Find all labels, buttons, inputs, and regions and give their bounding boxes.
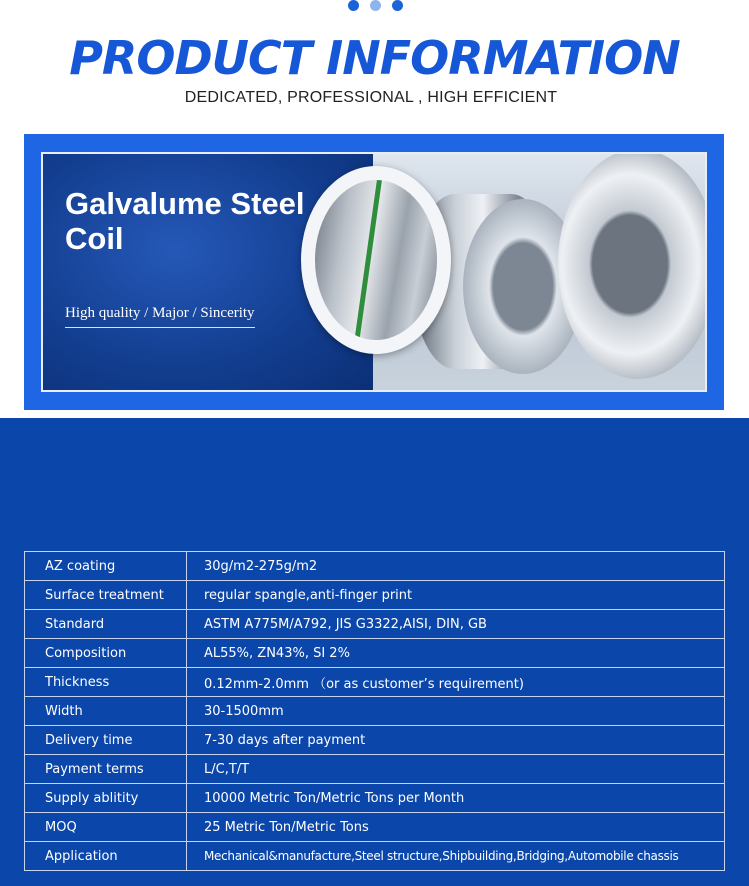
spec-value: 30g/m2-275g/m2 — [187, 552, 725, 581]
table-row — [25, 697, 725, 726]
spec-key: Standard — [25, 610, 187, 639]
spec-key: Payment terms — [25, 755, 187, 784]
spec-value: AL55%, ZN43%, SI 2% — [187, 639, 725, 668]
banner-title-line2: Coil — [65, 221, 124, 256]
table-row — [25, 755, 725, 784]
spec-value: Mechanical&manufacture,Steel structure,Shipbuilding,Bridging,Automobile chassis — [187, 842, 725, 871]
page-title: PRODUCT INFORMATION — [69, 31, 680, 85]
table-row — [25, 639, 725, 668]
banner-tagline: High quality / Major / Sincerity — [65, 305, 255, 328]
spec-key: Application — [25, 842, 187, 871]
dot-icon — [348, 0, 359, 11]
spec-key: MOQ — [25, 813, 187, 842]
spec-key: Composition — [25, 639, 187, 668]
table-row — [25, 610, 725, 639]
spec-key: Width — [25, 697, 187, 726]
dot-icon — [370, 0, 381, 11]
spec-value: 7-30 days after payment — [187, 726, 725, 755]
spec-value: 25 Metric Ton/Metric Tons — [187, 813, 725, 842]
table-row — [25, 668, 725, 697]
spec-value: 0.12mm-2.0mm （or as customer’s requirement) — [187, 668, 725, 697]
spec-value: 10000 Metric Ton/Metric Tons per Month — [187, 784, 725, 813]
banner-image — [41, 152, 707, 392]
spec-key: Thickness — [25, 668, 187, 697]
spec-key: Supply ablitity — [25, 784, 187, 813]
dot-icon — [392, 0, 403, 11]
spec-value: ASTM A775M/A792, JIS G3322,AISI, DIN, GB — [187, 610, 725, 639]
table-row — [25, 726, 725, 755]
banner-title-line1: Galvalume Steel — [65, 186, 305, 221]
coil-stripe — [352, 180, 383, 340]
spec-key: Delivery time — [25, 726, 187, 755]
galvalume-coil-image — [315, 180, 437, 340]
table-row — [25, 842, 725, 871]
table-row — [25, 552, 725, 581]
steel-coil-large-image — [558, 152, 707, 379]
table-row — [25, 784, 725, 813]
spec-key: Surface treatment — [25, 581, 187, 610]
spec-value: L/C,T/T — [187, 755, 725, 784]
spec-table — [24, 551, 725, 871]
pagination-dots — [0, 0, 749, 14]
table-row — [25, 813, 725, 842]
spec-value: 30-1500mm — [187, 697, 725, 726]
banner-title — [65, 186, 325, 256]
table-row — [25, 581, 725, 610]
page-subtitle: DEDICATED, PROFESSIONAL , HIGH EFFICIENT — [184, 89, 558, 106]
spec-key: AZ coating — [25, 552, 187, 581]
spec-value: regular spangle,anti-finger print — [187, 581, 725, 610]
product-banner — [24, 134, 724, 410]
